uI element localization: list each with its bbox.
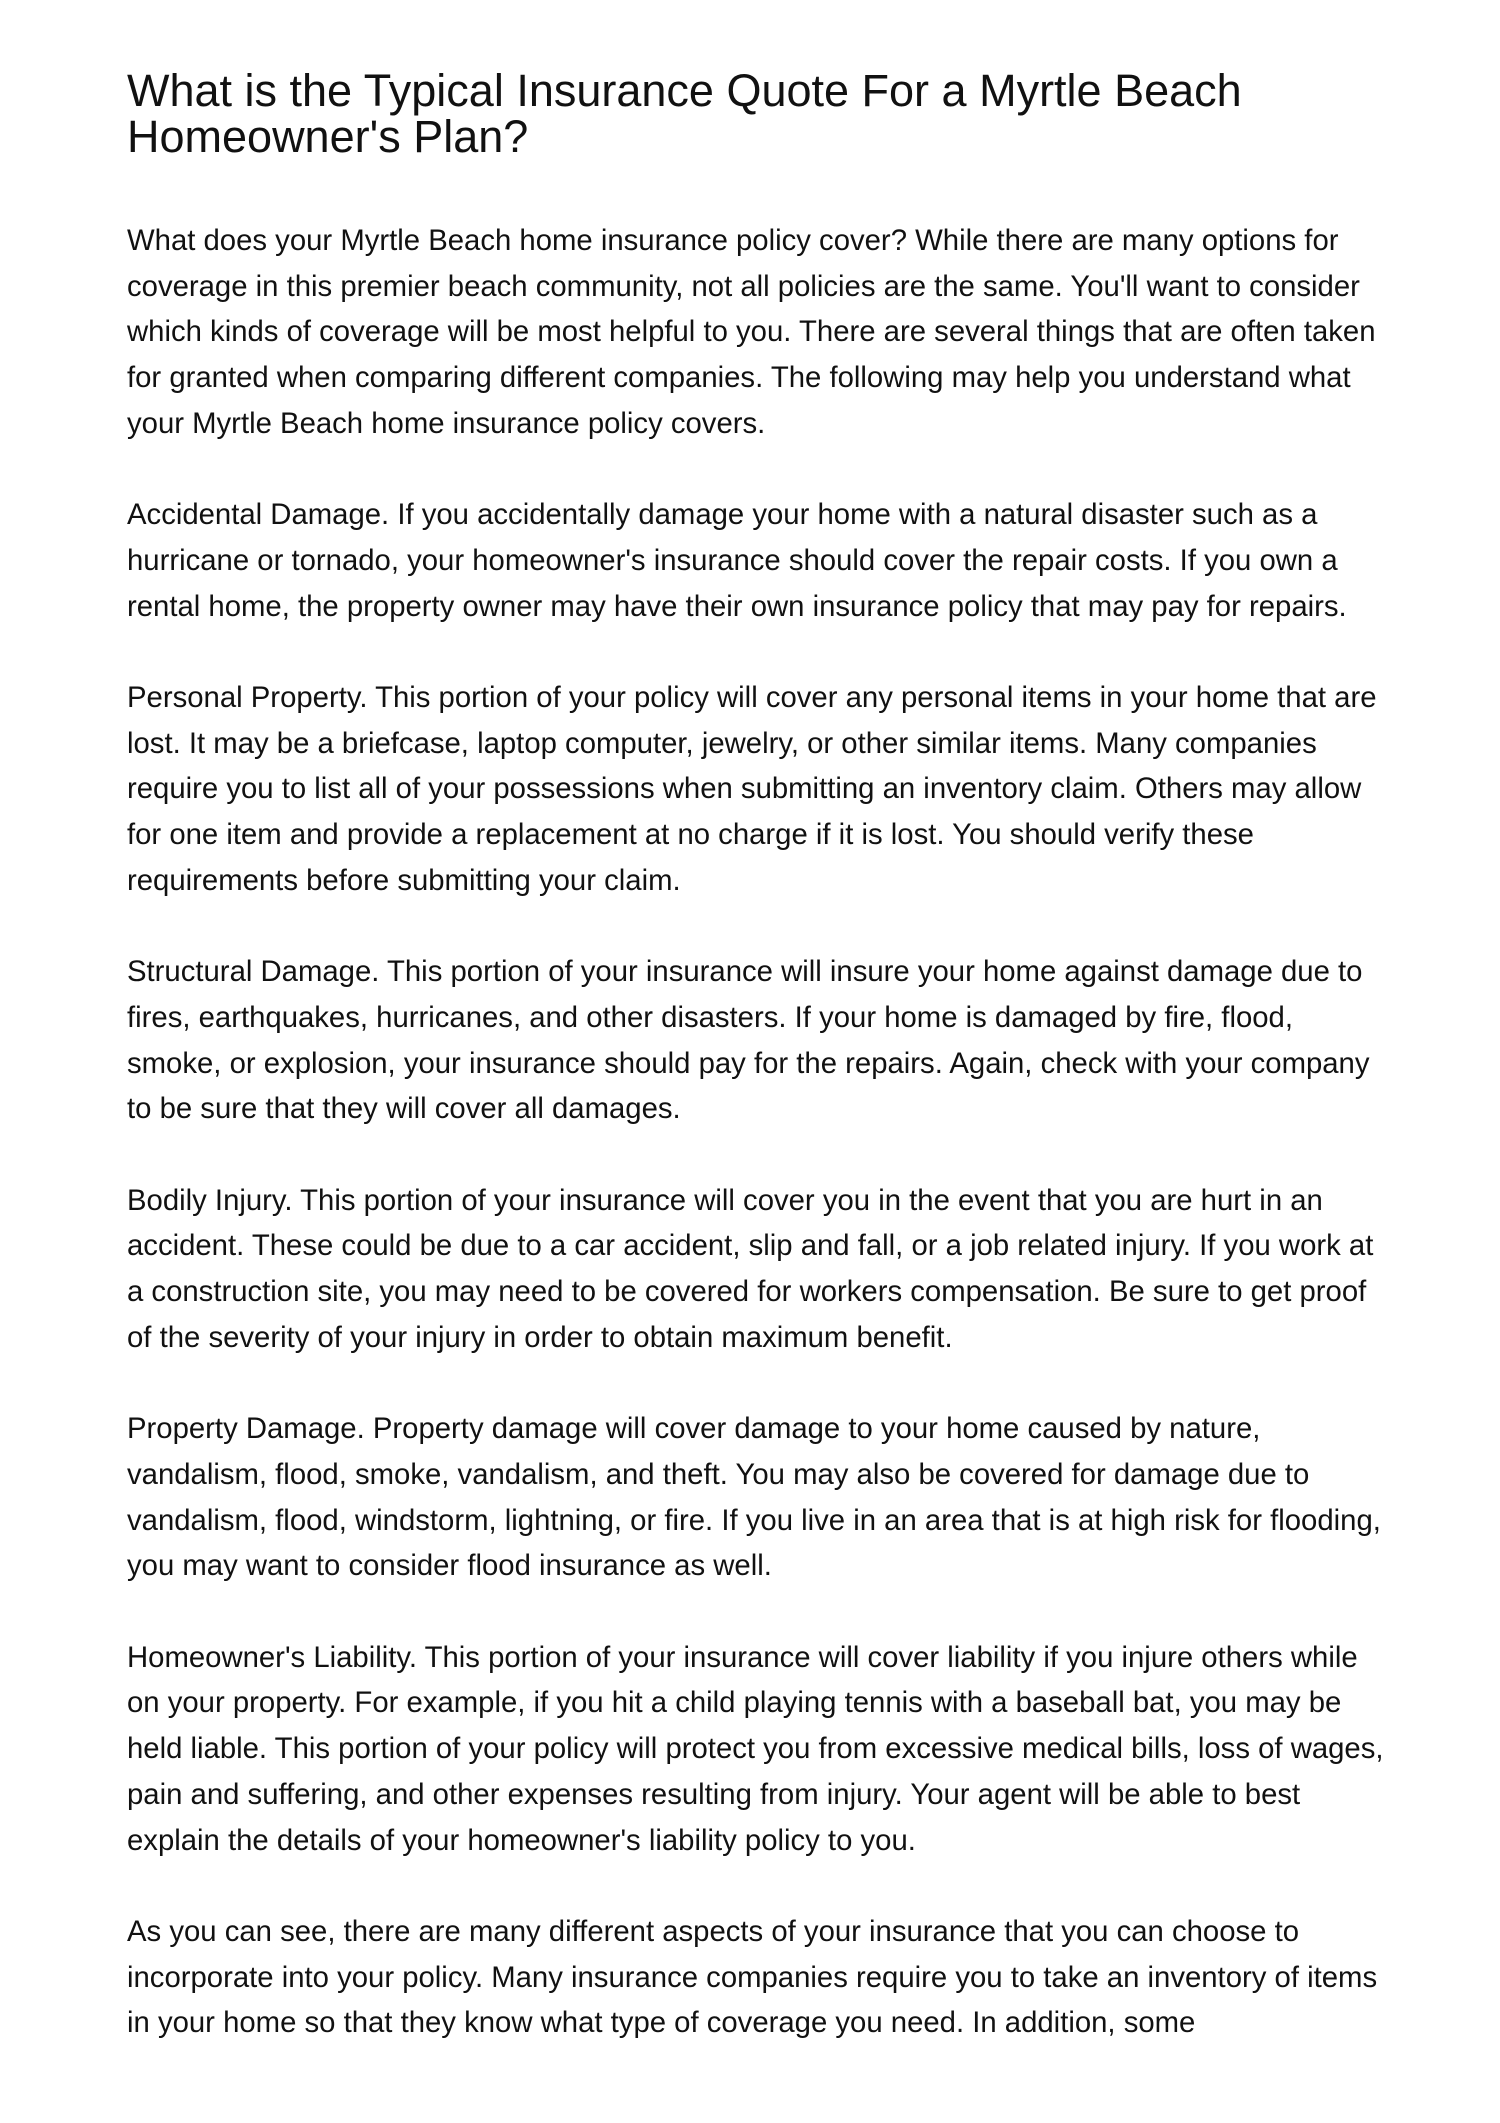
paragraph-property-damage: Property Damage. Property damage will cover damage to your home caused by nature, vandalism, flood, smoke, vandalism, and theft. You may also be covered for damage due to vandalism, flood, windstorm, lightning, or fire. If you live in an area that is at high risk for flooding, you may want to consider flood insurance as well.: [127, 1412, 1381, 1583]
paragraph-bodily-injury: Bodily Injury. This portion of your insurance will cover you in the event that you are hurt in an accident. These could be due to a car accident, slip and fall, or a job related injury. If you work at a construction site, you may need to be covered for workers compensation. Be sure to get proof of the severity of your injury in order to obtain maximum benefit.: [127, 1183, 1374, 1354]
paragraph-homeowners-liability: Homeowner's Liability. This portion of your insurance will cover liability if you injure others while on your property. For example, if you hit a child playing tennis with a baseball bat, you may be held liable. This portion of your policy will protect you from excessive medical bills, loss of wages, pain and suffering, and other expenses resulting from injury. Your agent will be able to best explain the details of your homeowner's liability policy to you.: [127, 1640, 1384, 1857]
paragraph-accidental-damage: Accidental Damage. If you accidentally damage your home with a natural disaster such as a hurricane or tornado, your homeowner's insurance should cover the repair costs. If you own a rental home, the property owner may have their own insurance policy that may pay for repairs.: [127, 498, 1347, 623]
page-title: What is the Typical Insurance Quote For a Myrtle Beach Homeowner's Plan?: [127, 65, 1242, 162]
paragraph-conclusion: As you can see, there are many different aspects of your insurance that you can choose to incorporate into your policy. Many insurance companies require you to take an inventory of items in your home so that they know what type of coverage you need. In addition, some: [127, 1914, 1378, 2040]
paragraph-structural-damage: Structural Damage. This portion of your insurance will insure your home against damage due to fires, earthquakes, hurricanes, and other disasters. If your home is damaged by fire, flood, smoke, or explosion, your insurance should pay for the repairs. Again, check with your company to be sure that they will cover all damages.: [127, 955, 1370, 1126]
paragraph-personal-property: Personal Property. This portion of your policy will cover any personal items in your home that are lost. It may be a briefcase, laptop computer, jewelry, or other similar items. Many companies require you to list all of your possessions when submitting an inventory claim. Others may allow for one item and provide a replacement at no charge if it is lost. You should verify these requirements before submitting your claim.: [127, 681, 1377, 897]
document-page: [127, 65, 1389, 2092]
paragraph-intro: What does your Myrtle Beach home insurance policy cover? While there are many options for coverage in this premier beach community, not all policies are the same. You'll want to consider which kinds of coverage will be most helpful to you. There are several things that are often taken for granted when comparing different companies. The following may help you understand what your Myrtle Beach home insurance policy covers.: [127, 224, 1376, 440]
